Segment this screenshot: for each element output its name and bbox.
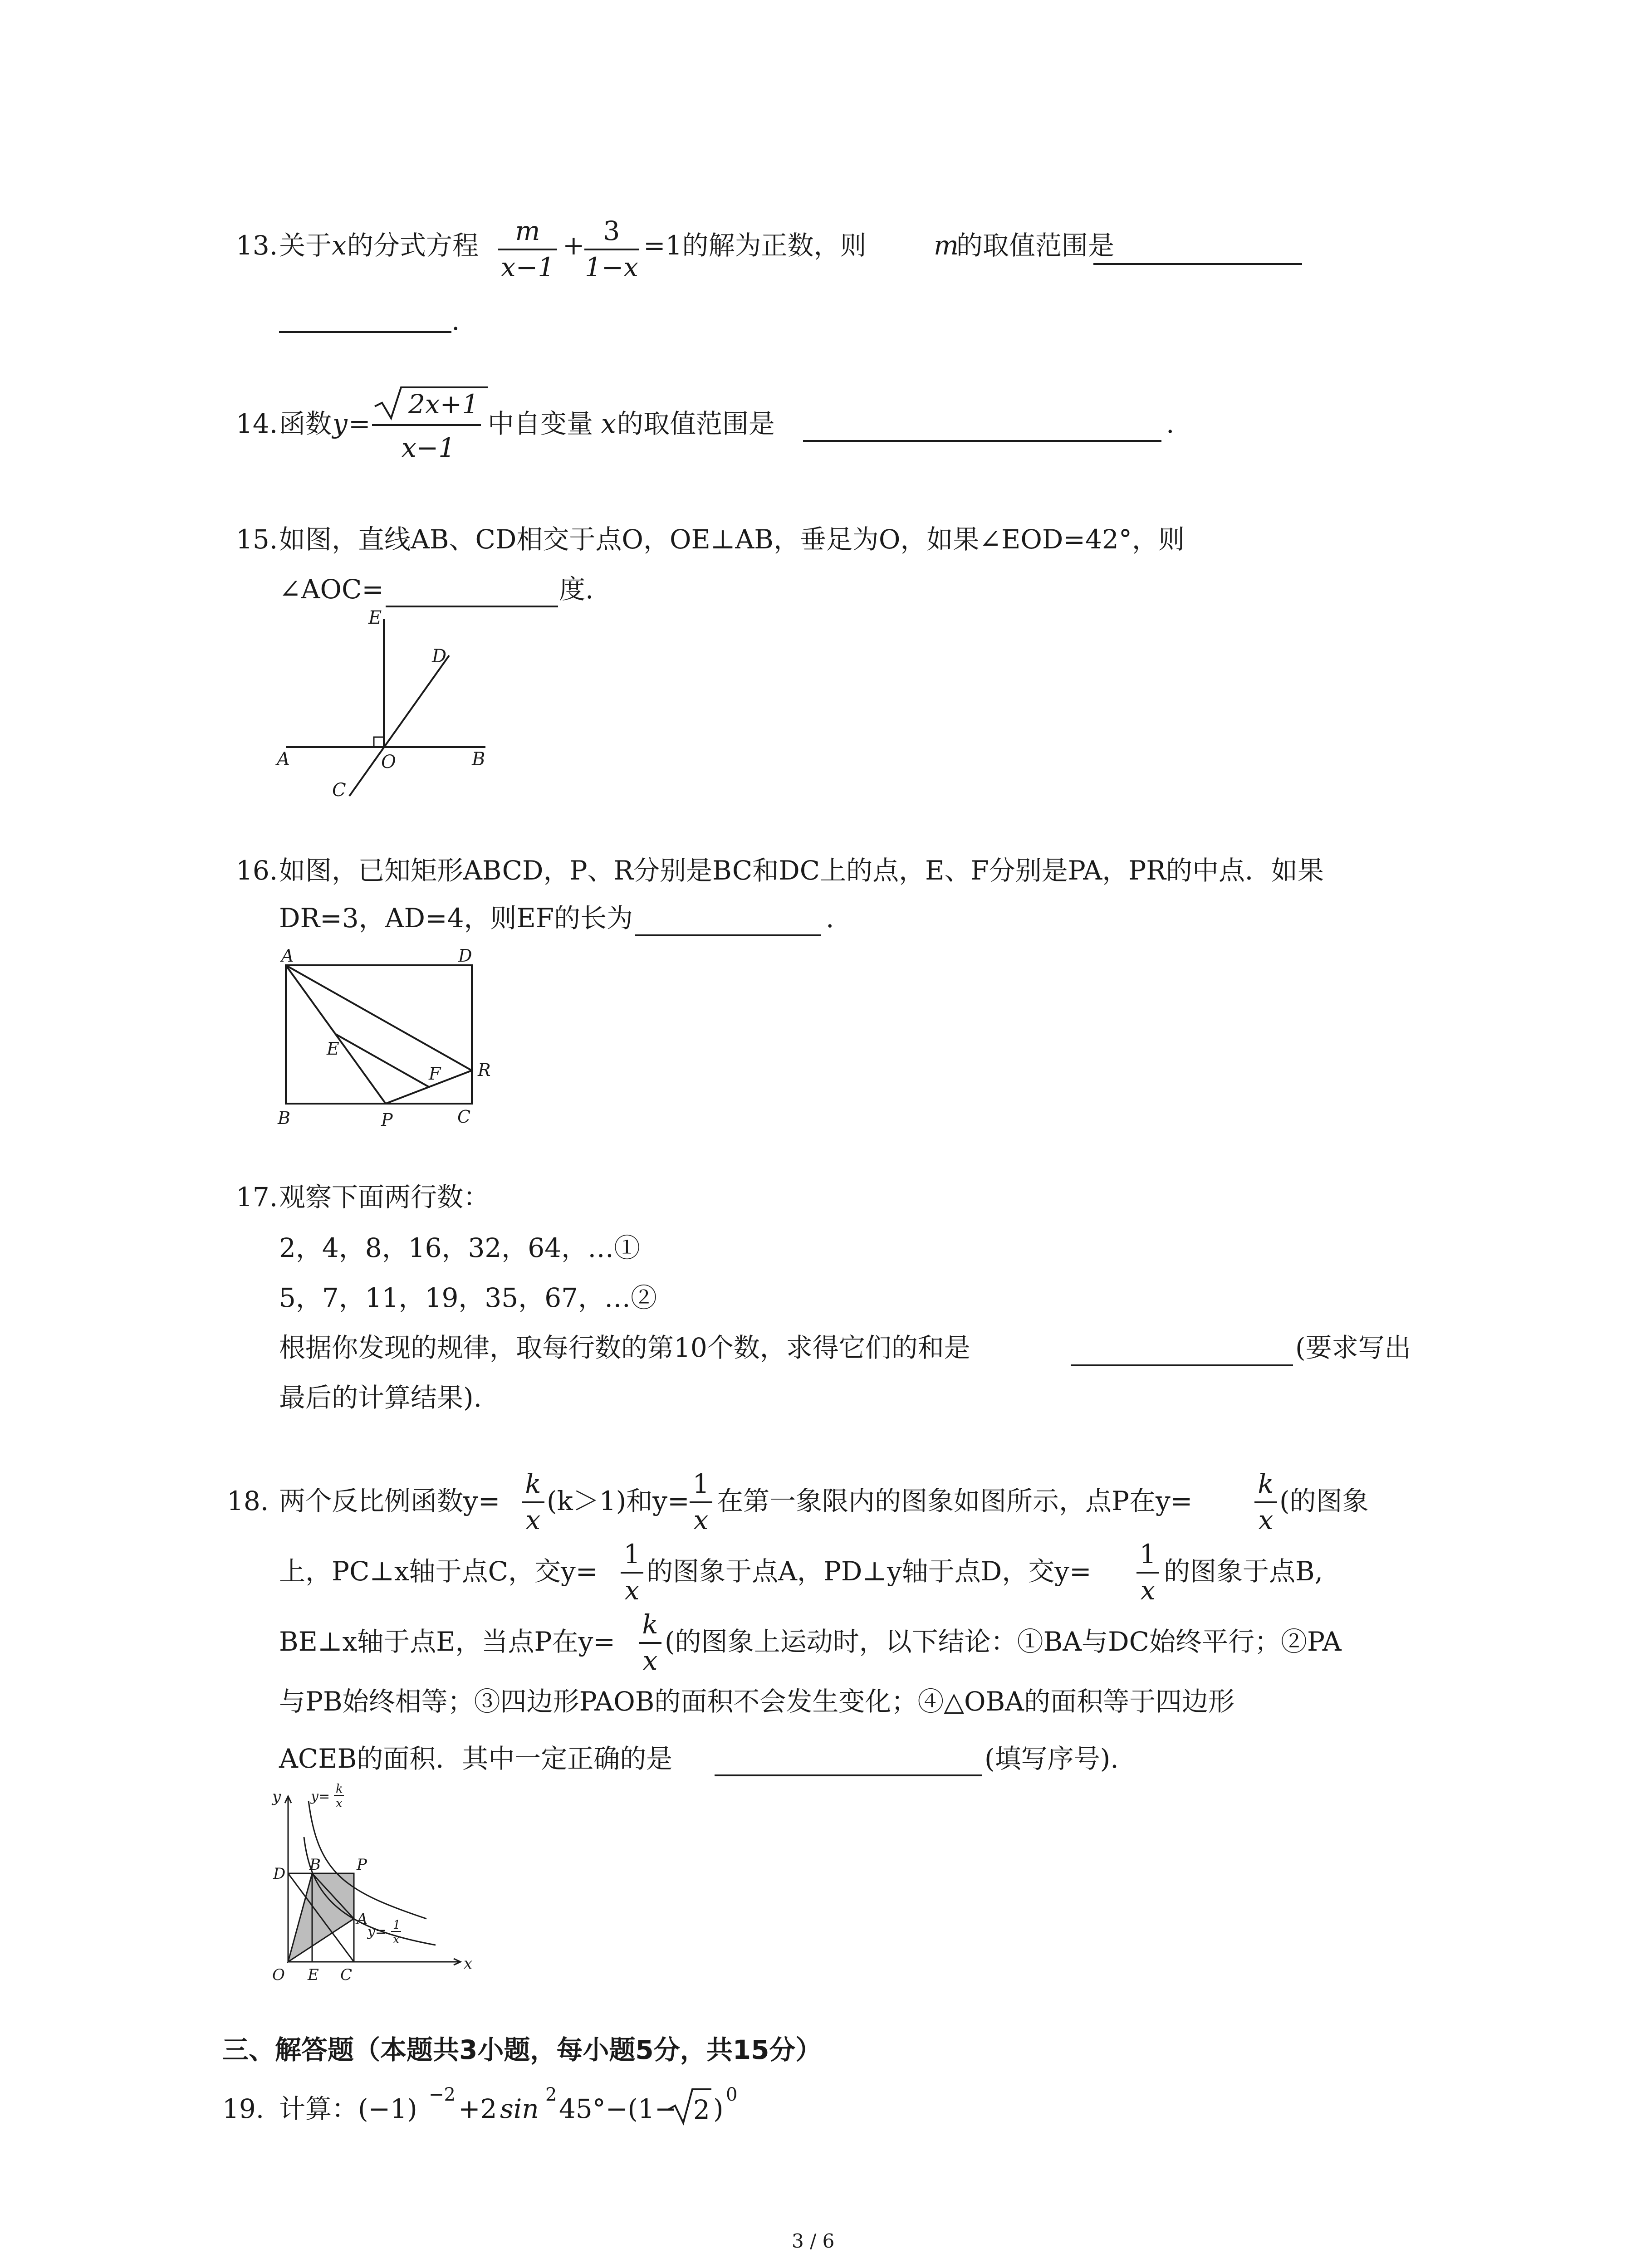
q16-line-1: 如图，已知矩形ABCD，P、R分别是BC和DC上的点，E、F分别是PA，PR的中点．如果: [279, 855, 1324, 886]
q14-period: .: [1166, 408, 1175, 439]
q19-text-pre: 计算：(−1): [279, 2093, 417, 2124]
q18-l3-a: BE⊥x轴于点E，当点P在y=: [279, 1626, 615, 1657]
q13-number: 13.: [236, 230, 278, 261]
q15-label-O: O: [381, 752, 396, 772]
q18-fig-label-D: D: [273, 1865, 286, 1883]
q18-fig-yk-num: k: [336, 1783, 343, 1796]
q16-label-B: B: [278, 1108, 290, 1128]
q18-fig-y1-num: 1: [393, 1918, 401, 1932]
q14-denominator: x−1: [402, 432, 456, 463]
q17-line-5: 最后的计算结果).: [279, 1382, 482, 1413]
q18-l3-frac: k x: [639, 1610, 661, 1676]
q15-label-B: B: [472, 749, 485, 770]
q16-label-P: P: [381, 1110, 393, 1129]
q15-line-1: 如图，直线AB、CD相交于点O，OE⊥AB，垂足为O，如果∠EOD=42°，则: [279, 524, 1185, 555]
q18-number: 18.: [227, 1486, 269, 1516]
q18-l1-frac-3: k x: [1254, 1470, 1277, 1535]
q13-answer-blank-1[interactable]: [1093, 263, 1302, 265]
q15-line-2-post: 度.: [559, 574, 594, 605]
q18-fig-yk-den: x: [336, 1797, 343, 1810]
q19-sup-1: −2: [429, 2084, 456, 2105]
q18-l2-b: 的图象于点A，PD⊥y轴于点D，交y=: [647, 1556, 1092, 1587]
q17-number: 17.: [236, 1182, 278, 1212]
q16-number: 16.: [236, 855, 278, 886]
q13-text-pre: 关于: [279, 230, 332, 261]
q15-line-2-pre: ∠AOC=: [279, 574, 384, 605]
q17-line-4-post: (要求写出: [1295, 1332, 1411, 1363]
q18-l1-frac-1: k x: [522, 1470, 544, 1535]
section-3-heading: 三、解答题（本题共3小题，每小题5分，共15分）: [222, 2034, 822, 2065]
q18-fig-y1-pre: y=: [367, 1924, 387, 1940]
q13-var-m: m: [934, 230, 959, 261]
q19-text-tail-2: ): [713, 2093, 724, 2124]
q16-label-C: C: [457, 1107, 471, 1127]
q18-figure: [268, 1783, 481, 1982]
q13-period: .: [451, 305, 460, 336]
q13-text-post: =1的解为正数，则: [643, 230, 867, 261]
q14-eq: =: [348, 408, 371, 439]
q18-l2-a: 上，PC⊥x轴于点C，交y=: [279, 1556, 598, 1587]
q16-answer-blank[interactable]: [635, 934, 821, 936]
q14-text-mid: 中自变量: [488, 408, 593, 439]
q18-l2-frac-2: 1 x: [1136, 1540, 1159, 1605]
q19-number: 19.: [222, 2093, 265, 2124]
q18-answer-blank[interactable]: [715, 1774, 982, 1776]
q18-fig-yk-pre: y=: [311, 1789, 330, 1804]
q18-l1-c: 在第一象限内的图象如图所示，点P在y=: [717, 1486, 1193, 1516]
q16-label-R: R: [478, 1060, 491, 1080]
q14-fraction-bar: [372, 424, 481, 426]
q14-number: 14.: [236, 408, 278, 439]
q19-text-mid: +2: [458, 2093, 497, 2124]
q18-l5-pre: ACEB的面积．其中一定正确的是: [279, 1743, 673, 1774]
q18-fig-x-label: x: [464, 1955, 473, 1973]
q13-text-tail: 的取值范围是: [956, 230, 1115, 261]
q17-line-1: 观察下面两行数：: [279, 1182, 490, 1212]
q13-text-mid: 的分式方程: [347, 230, 479, 261]
q18-fig-label-C: C: [340, 1966, 353, 1982]
q14-answer-blank[interactable]: [803, 440, 1161, 442]
q18-l1-b: (k＞1)和y=: [547, 1486, 690, 1516]
q14-var-y: y: [333, 408, 348, 439]
q18-l2-c: 的图象于点B,: [1164, 1556, 1323, 1587]
q15-label-C: C: [332, 780, 346, 801]
q16-label-D: D: [458, 946, 472, 966]
q18-fig-label-B: B: [309, 1856, 321, 1874]
q15-label-E: E: [368, 607, 382, 628]
q13-answer-blank-2[interactable]: [279, 331, 451, 333]
q16-figure: [268, 939, 513, 1129]
q13-fraction-2: 3 1−x: [584, 215, 639, 283]
q16-label-F: F: [429, 1064, 441, 1084]
q15-label-D: D: [432, 646, 447, 667]
q17-answer-blank[interactable]: [1071, 1364, 1293, 1366]
q16-label-A: A: [281, 946, 294, 966]
q13-plus: +: [563, 230, 585, 261]
q17-line-4-pre: 根据你发现的规律，取每行数的第10个数，求得它们的和是: [279, 1332, 970, 1363]
q19-text-tail-1: 45°−(1−: [559, 2093, 677, 2124]
q14-var-x: x: [601, 408, 616, 439]
q19-radicand: 2: [693, 2094, 710, 2125]
q18-line-4: 与PB始终相等；③四边形PAOB的面积不会发生变化；④△OBA的面积等于四边形: [279, 1686, 1235, 1717]
q19-sup-2: 2: [545, 2084, 557, 2105]
q18-fig-y1-den: x: [393, 1933, 400, 1946]
q15-number: 15.: [236, 524, 278, 555]
q16-line-2-pre: DR=3，AD=4，则EF的长为: [279, 903, 633, 934]
q17-sequence-1: 2，4，8，16，32，64，…①: [279, 1232, 641, 1263]
q18-l1-frac-2: 1 x: [690, 1470, 712, 1535]
q14-text-tail: 的取值范围是: [617, 408, 775, 439]
q16-label-E: E: [327, 1039, 339, 1059]
q13-fraction-1: m x−1: [498, 217, 557, 282]
q18-l5-post: (填写序号).: [985, 1743, 1119, 1774]
q14-text-pre: 函数: [279, 408, 332, 439]
q15-figure: [268, 606, 504, 805]
q19-sup-3: 0: [726, 2084, 738, 2105]
q18-l3-b: (的图象上运动时，以下结论：①BA与DC始终平行；②PA: [665, 1626, 1342, 1657]
q17-sequence-2: 5，7，11，19，35，67，…②: [279, 1282, 657, 1313]
q18-fig-y-label: y: [272, 1788, 281, 1806]
q15-label-A: A: [277, 749, 290, 770]
q18-fig-label-P: P: [357, 1856, 367, 1874]
q19-sin: sin: [500, 2093, 539, 2124]
q18-l1-d: (的图象: [1279, 1486, 1369, 1516]
q18-fig-label-E: E: [308, 1966, 319, 1982]
q14-radicand: 2x+1: [408, 389, 479, 420]
page-number: 3 / 6: [792, 2230, 835, 2252]
q18-fig-label-O: O: [272, 1966, 285, 1982]
q13-var-x: x: [332, 230, 347, 261]
q18-fig-label-A: A: [357, 1910, 368, 1928]
q18-l1-a: 两个反比例函数y=: [279, 1486, 500, 1516]
q16-line-2-post: .: [826, 903, 834, 934]
q18-l2-frac-1: 1 x: [621, 1540, 643, 1605]
